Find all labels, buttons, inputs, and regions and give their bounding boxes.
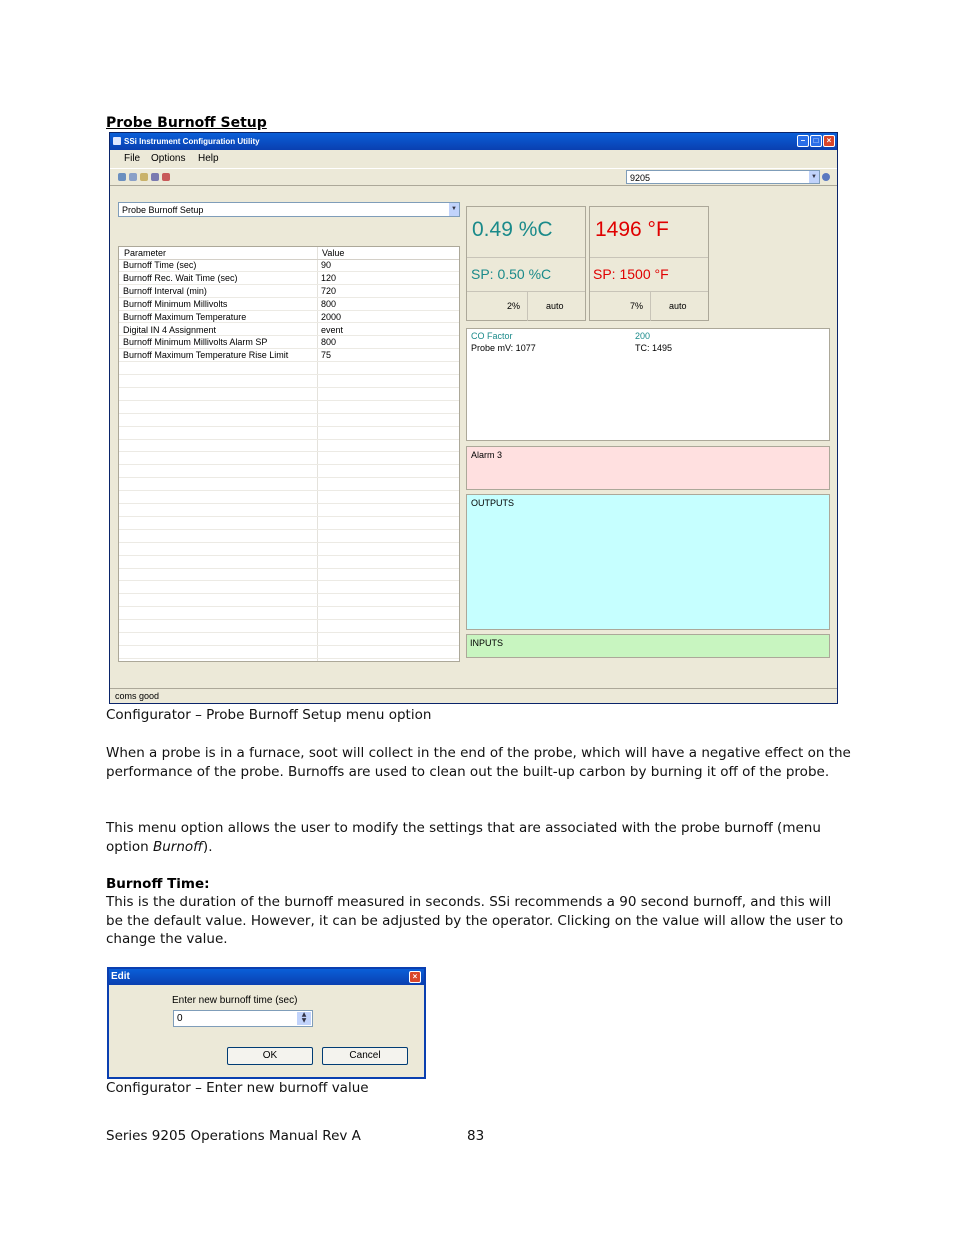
- table-row[interactable]: Burnoff Rec. Wait Time (sec) 120: [119, 272, 459, 285]
- figure-caption-dialog: Configurator – Enter new burnoff value: [106, 1080, 369, 1096]
- bulb-icon[interactable]: [140, 173, 148, 181]
- probe-mv: Probe mV: 1077: [471, 343, 536, 353]
- cancel-button[interactable]: Cancel: [322, 1047, 408, 1065]
- chevron-down-icon: ▼: [449, 203, 459, 216]
- burnoff-time-input[interactable]: 0 ▲ ▼: [173, 1010, 313, 1027]
- table-row-empty: [119, 620, 459, 633]
- temperature-loop: [589, 206, 709, 321]
- dialog-title: Edit: [111, 971, 130, 982]
- column-value: Value: [322, 248, 345, 258]
- section-heading: Probe Burnoff Setup: [106, 115, 267, 131]
- table-row-empty: [119, 414, 459, 427]
- alarm-label: Alarm 3: [471, 450, 503, 460]
- menu-help[interactable]: Help: [198, 153, 219, 164]
- table-row-empty: [119, 440, 459, 453]
- table-row[interactable]: Burnoff Time (sec) 90: [119, 259, 459, 272]
- minimize-icon[interactable]: –: [797, 135, 809, 147]
- carbon-pv: 0.49 %C: [472, 218, 553, 241]
- temperature-pv: 1496 °F: [595, 218, 669, 241]
- alarm-box: [466, 446, 830, 490]
- instrument-select[interactable]: 9205 ▼: [626, 170, 820, 184]
- table-row[interactable]: Burnoff Interval (min) 720: [119, 285, 459, 298]
- table-row-empty: [119, 517, 459, 530]
- table-row-empty: [119, 427, 459, 440]
- info-box: [466, 328, 830, 441]
- temperature-mode[interactable]: auto: [669, 301, 687, 311]
- menu-bar: [110, 151, 837, 168]
- table-row[interactable]: Burnoff Maximum Temperature 2000: [119, 311, 459, 324]
- table-row-empty: [119, 633, 459, 646]
- table-row-empty: [119, 478, 459, 491]
- table-row-empty: [119, 375, 459, 388]
- column-parameter: Parameter: [124, 248, 167, 258]
- co-factor-value: 200: [635, 331, 651, 341]
- menu-file[interactable]: File: [124, 153, 141, 164]
- table-row-empty: [119, 569, 459, 582]
- table-row-empty: [119, 543, 459, 556]
- footer-title: Series 9205 Operations Manual Rev A: [106, 1128, 361, 1144]
- connect-icon[interactable]: [118, 173, 126, 181]
- maximize-icon[interactable]: □: [810, 135, 822, 147]
- spinner-icon[interactable]: ▲ ▼: [297, 1012, 311, 1025]
- table-row-empty: [119, 556, 459, 569]
- dialog-titlebar: [109, 969, 424, 985]
- ok-button[interactable]: OK: [227, 1047, 313, 1065]
- table-row-empty: [119, 453, 459, 466]
- table-row-empty: [119, 607, 459, 620]
- table-row-empty: [119, 491, 459, 504]
- subheading-burnoff-time: Burnoff Time:: [106, 876, 210, 892]
- edit-dialog: [107, 967, 426, 1079]
- help-icon[interactable]: [822, 173, 830, 181]
- table-row-empty: [119, 401, 459, 414]
- paragraph-burnoff-time: This is the duration of the burnoff measured in seconds. SSi recommends a 90 second burnoff, and this will be the default value. However, it can be adjusted by the operator. Clicking on the value will allow the user to change the value.: [106, 894, 844, 947]
- chevron-down-icon: ▼: [809, 171, 819, 183]
- table-row[interactable]: Burnoff Minimum Millivolts 800: [119, 298, 459, 311]
- exit-icon[interactable]: [162, 173, 170, 181]
- table-row[interactable]: Burnoff Minimum Millivolts Alarm SP 800: [119, 336, 459, 349]
- thermocouple-reading: TC: 1495: [635, 343, 673, 353]
- page-number: 83: [467, 1128, 485, 1144]
- table-row-empty: [119, 530, 459, 543]
- status-bar: [110, 688, 837, 704]
- status-panel: [465, 202, 830, 662]
- table-row-empty: [119, 504, 459, 517]
- close-icon[interactable]: ×: [823, 135, 835, 147]
- table-row-empty: [119, 465, 459, 478]
- parameter-table: [118, 246, 460, 662]
- network-icon[interactable]: [129, 173, 137, 181]
- status-text: coms good: [115, 691, 160, 701]
- table-row[interactable]: Digital IN 4 Assignment event: [119, 324, 459, 337]
- window-titlebar: [110, 133, 837, 150]
- table-row-empty: [119, 362, 459, 375]
- menu-options[interactable]: Options: [151, 153, 186, 164]
- table-row-empty: [119, 594, 459, 607]
- inputs-label: INPUTS: [470, 638, 504, 648]
- table-row-empty: [119, 582, 459, 595]
- toolbar: [110, 168, 837, 186]
- carbon-output: 2%: [507, 301, 521, 311]
- table-row-empty: [119, 388, 459, 401]
- paragraph-menu-option: This menu option allows the user to modify the settings that are associated with the probe burnoff (menu option Burnoff).: [106, 820, 821, 855]
- outputs-label: OUTPUTS: [471, 498, 515, 508]
- menu-option-select[interactable]: Probe Burnoff Setup ▼: [118, 202, 460, 217]
- dialog-prompt: Enter new burnoff time (sec): [172, 995, 298, 1006]
- window-title: SSi Instrument Configuration Utility: [124, 137, 260, 146]
- settings-icon[interactable]: [151, 173, 159, 181]
- inputs-box: [466, 634, 830, 658]
- carbon-loop: [466, 206, 586, 321]
- table-row[interactable]: Burnoff Maximum Temperature Rise Limit 75: [119, 349, 459, 362]
- carbon-sp[interactable]: SP: 0.50 %C: [471, 266, 552, 282]
- close-icon[interactable]: ×: [409, 971, 421, 983]
- app-icon: [113, 137, 121, 145]
- configurator-window: [109, 132, 838, 704]
- outputs-box: [466, 494, 830, 630]
- paragraph-intro: When a probe is in a furnace, soot will collect in the end of the probe, which will have a negative effect on the performance of the probe. Burnoffs are used to clean out the built-up carbon by burning it off of the probe.: [106, 745, 851, 780]
- carbon-mode[interactable]: auto: [546, 301, 564, 311]
- figure-caption: Configurator – Probe Burnoff Setup menu option: [106, 707, 432, 723]
- temperature-output: 7%: [630, 301, 644, 311]
- table-row-empty: [119, 646, 459, 659]
- temperature-sp[interactable]: SP: 1500 °F: [593, 266, 669, 282]
- co-factor-label: CO Factor: [471, 331, 513, 341]
